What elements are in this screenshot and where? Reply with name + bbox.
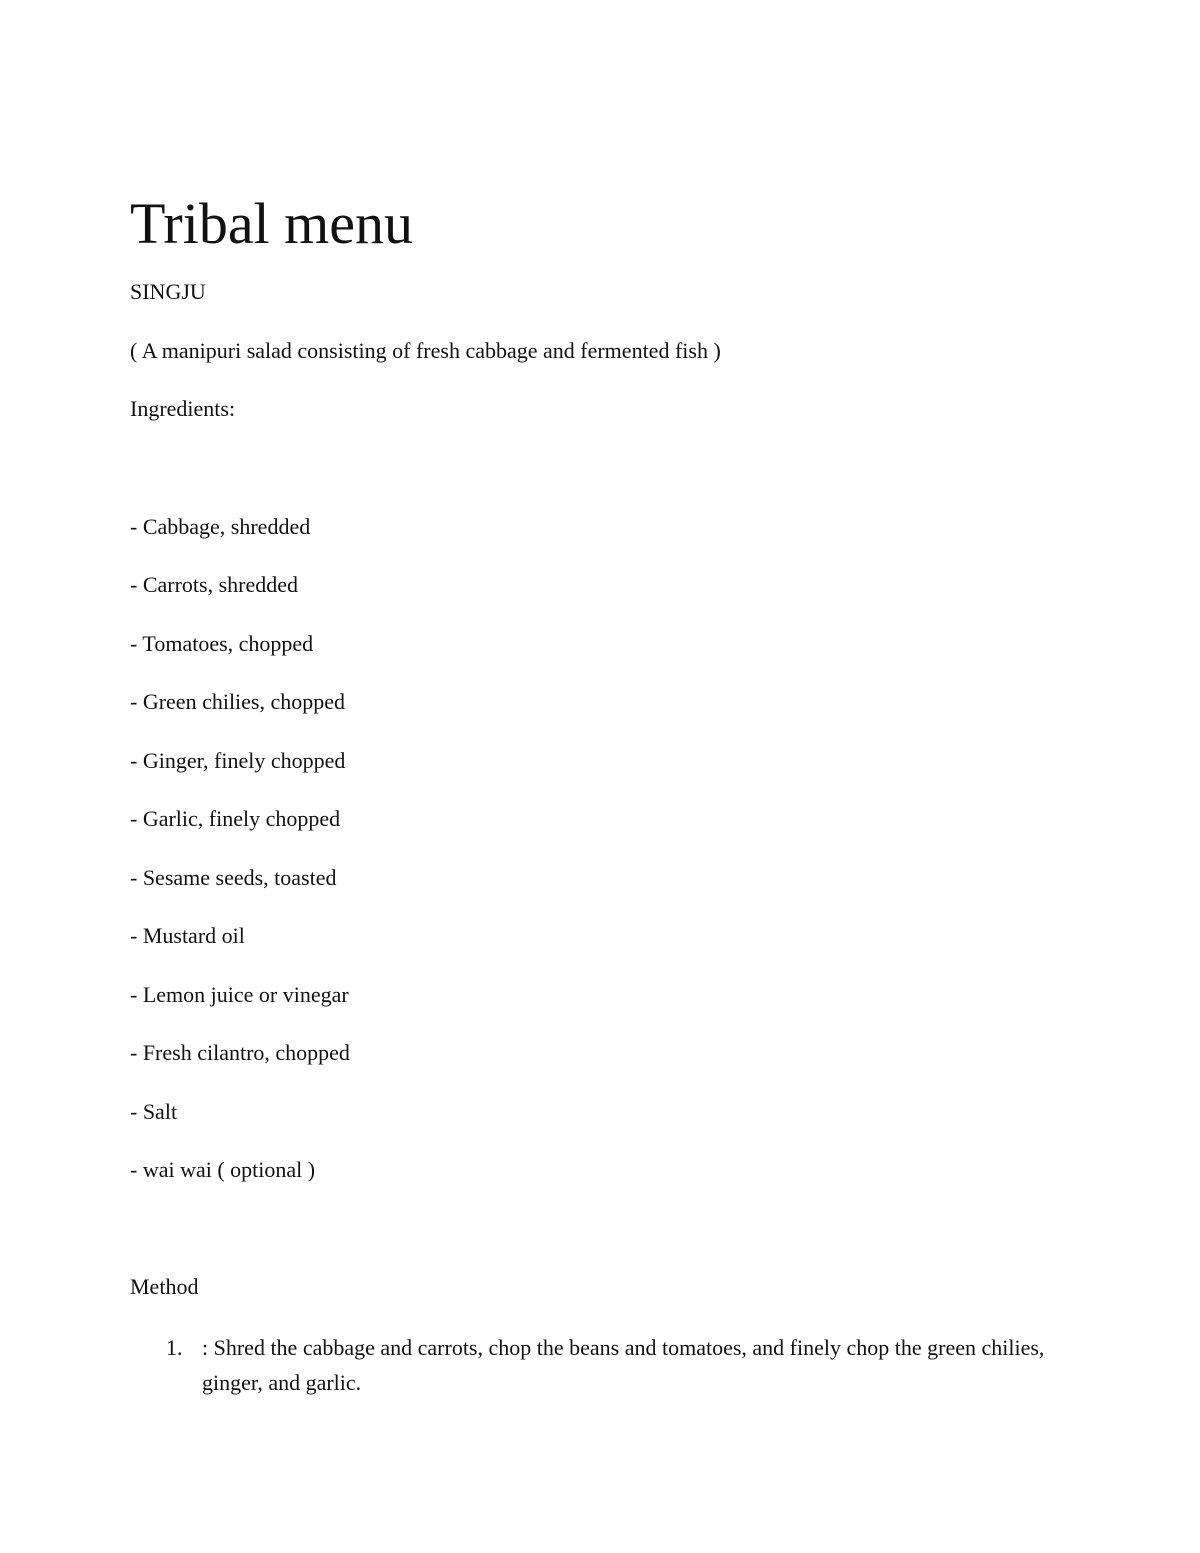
- ingredient-item: - Fresh cilantro, chopped: [130, 1040, 350, 1065]
- ingredient-item: - Mustard oil: [130, 923, 245, 948]
- method-heading: Method: [130, 1274, 199, 1299]
- page-title: Tribal menu: [130, 191, 414, 256]
- ingredients-heading: Ingredients:: [130, 396, 236, 421]
- method-step: [130, 1330, 1060, 1400]
- dish-description: ( A manipuri salad consisting of fresh cabbage and fermented fish ): [130, 338, 721, 363]
- method-steps-list: [130, 1330, 1060, 1400]
- ingredient-item: - Green chilies, chopped: [130, 689, 346, 714]
- dish-name: SINGJU: [130, 279, 206, 304]
- ingredient-item: - Tomatoes, chopped: [130, 631, 314, 656]
- ingredient-item: - Sesame seeds, toasted: [130, 865, 337, 890]
- ingredient-item: - Salt: [130, 1099, 178, 1124]
- ingredient-item: - Garlic, finely chopped: [130, 806, 341, 831]
- ingredient-item: - wai wai ( optional ): [130, 1157, 316, 1182]
- method-step-number: 1.: [166, 1335, 183, 1360]
- ingredient-item: - Cabbage, shredded: [130, 514, 311, 539]
- method-step-text: : Shred the cabbage and carrots, chop the beans and tomatoes, and finely chop the green chilies, ginger, and garlic.: [202, 1335, 1045, 1395]
- ingredient-item: - Ginger, finely chopped: [130, 748, 346, 773]
- ingredient-item: - Carrots, shredded: [130, 572, 299, 597]
- ingredient-item: - Lemon juice or vinegar: [130, 982, 349, 1007]
